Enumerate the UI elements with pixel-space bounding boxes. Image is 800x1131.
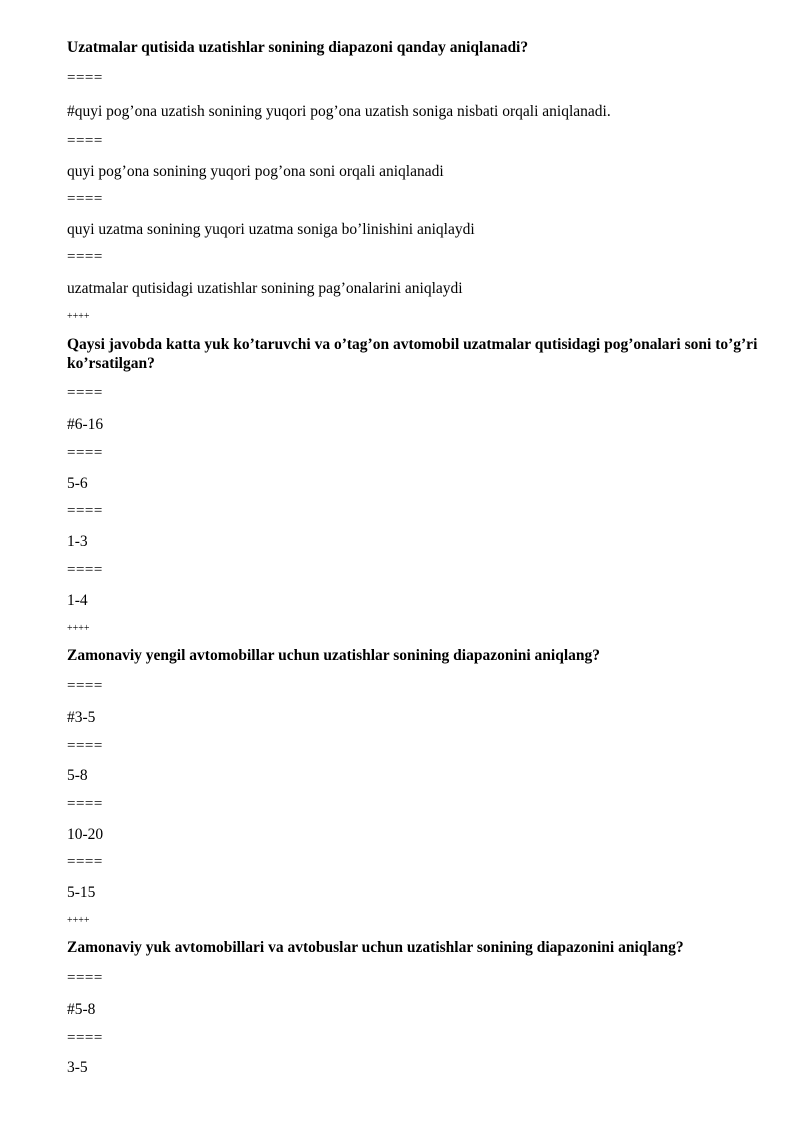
question-1-option-2: quyi pog’ona sonining yuqori pog’ona soni orqali aniqlanadi bbox=[67, 163, 444, 180]
question-4-separator-1: ==== bbox=[67, 970, 103, 986]
question-3-separator-4: ==== bbox=[67, 854, 103, 870]
question-2-separator-1: ==== bbox=[67, 385, 103, 401]
question-1-end-marker: ++++ bbox=[67, 311, 90, 322]
question-3-end-marker: ++++ bbox=[67, 915, 90, 926]
question-3-option-3: 10-20 bbox=[67, 826, 104, 843]
question-2-option-4: 1-4 bbox=[67, 592, 88, 609]
question-4-option-2: 3-5 bbox=[67, 1059, 88, 1076]
question-1-option-1: #quyi pog’ona uzatish sonining yuqori pog’ona uzatish soniga nisbati orqali aniqlanadi. bbox=[67, 103, 611, 120]
question-2-option-3: 1-3 bbox=[67, 533, 88, 550]
question-1-separator-1: ==== bbox=[67, 70, 103, 86]
question-2-separator-2: ==== bbox=[67, 445, 103, 461]
question-2-end-marker: ++++ bbox=[67, 623, 90, 634]
question-4-separator-2: ==== bbox=[67, 1030, 103, 1046]
question-1-separator-2: ==== bbox=[67, 133, 103, 149]
question-2-option-2: 5-6 bbox=[67, 475, 88, 492]
question-3-separator-2: ==== bbox=[67, 738, 103, 754]
question-3-separator-3: ==== bbox=[67, 796, 103, 812]
question-3-option-4: 5-15 bbox=[67, 884, 96, 901]
question-1-text: Uzatmalar qutisida uzatishlar sonining diapazoni qanday aniqlanadi? bbox=[67, 39, 529, 56]
question-2-option-1: #6-16 bbox=[67, 416, 104, 433]
question-3-option-1: #3-5 bbox=[67, 709, 96, 726]
question-4-text: Zamonaviy yuk avtomobillari va avtobuslar uchun uzatishlar sonining diapazonini aniqlang? bbox=[67, 939, 684, 956]
question-4-option-1: #5-8 bbox=[67, 1001, 96, 1018]
question-2-separator-4: ==== bbox=[67, 562, 103, 578]
question-1-separator-4: ==== bbox=[67, 249, 103, 265]
question-3-text: Zamonaviy yengil avtomobillar uchun uzatishlar sonining diapazonini aniqlang? bbox=[67, 647, 601, 664]
question-3-separator-1: ==== bbox=[67, 678, 103, 694]
question-1-separator-3: ==== bbox=[67, 191, 103, 207]
question-2-separator-3: ==== bbox=[67, 503, 103, 519]
question-1-option-4: uzatmalar qutisidagi uzatishlar sonining pag’onalarini aniqlaydi bbox=[67, 280, 463, 297]
question-2-text: Qaysi javobda katta yuk ko’taruvchi va o’tag’on avtomobil uzatmalar qutisidagi pog’onalari soni to’g’ri ko’rsatilgan? bbox=[67, 336, 758, 372]
question-3-option-2: 5-8 bbox=[67, 767, 88, 784]
question-1-option-3: quyi uzatma sonining yuqori uzatma soniga bo’linishini aniqlaydi bbox=[67, 221, 475, 238]
